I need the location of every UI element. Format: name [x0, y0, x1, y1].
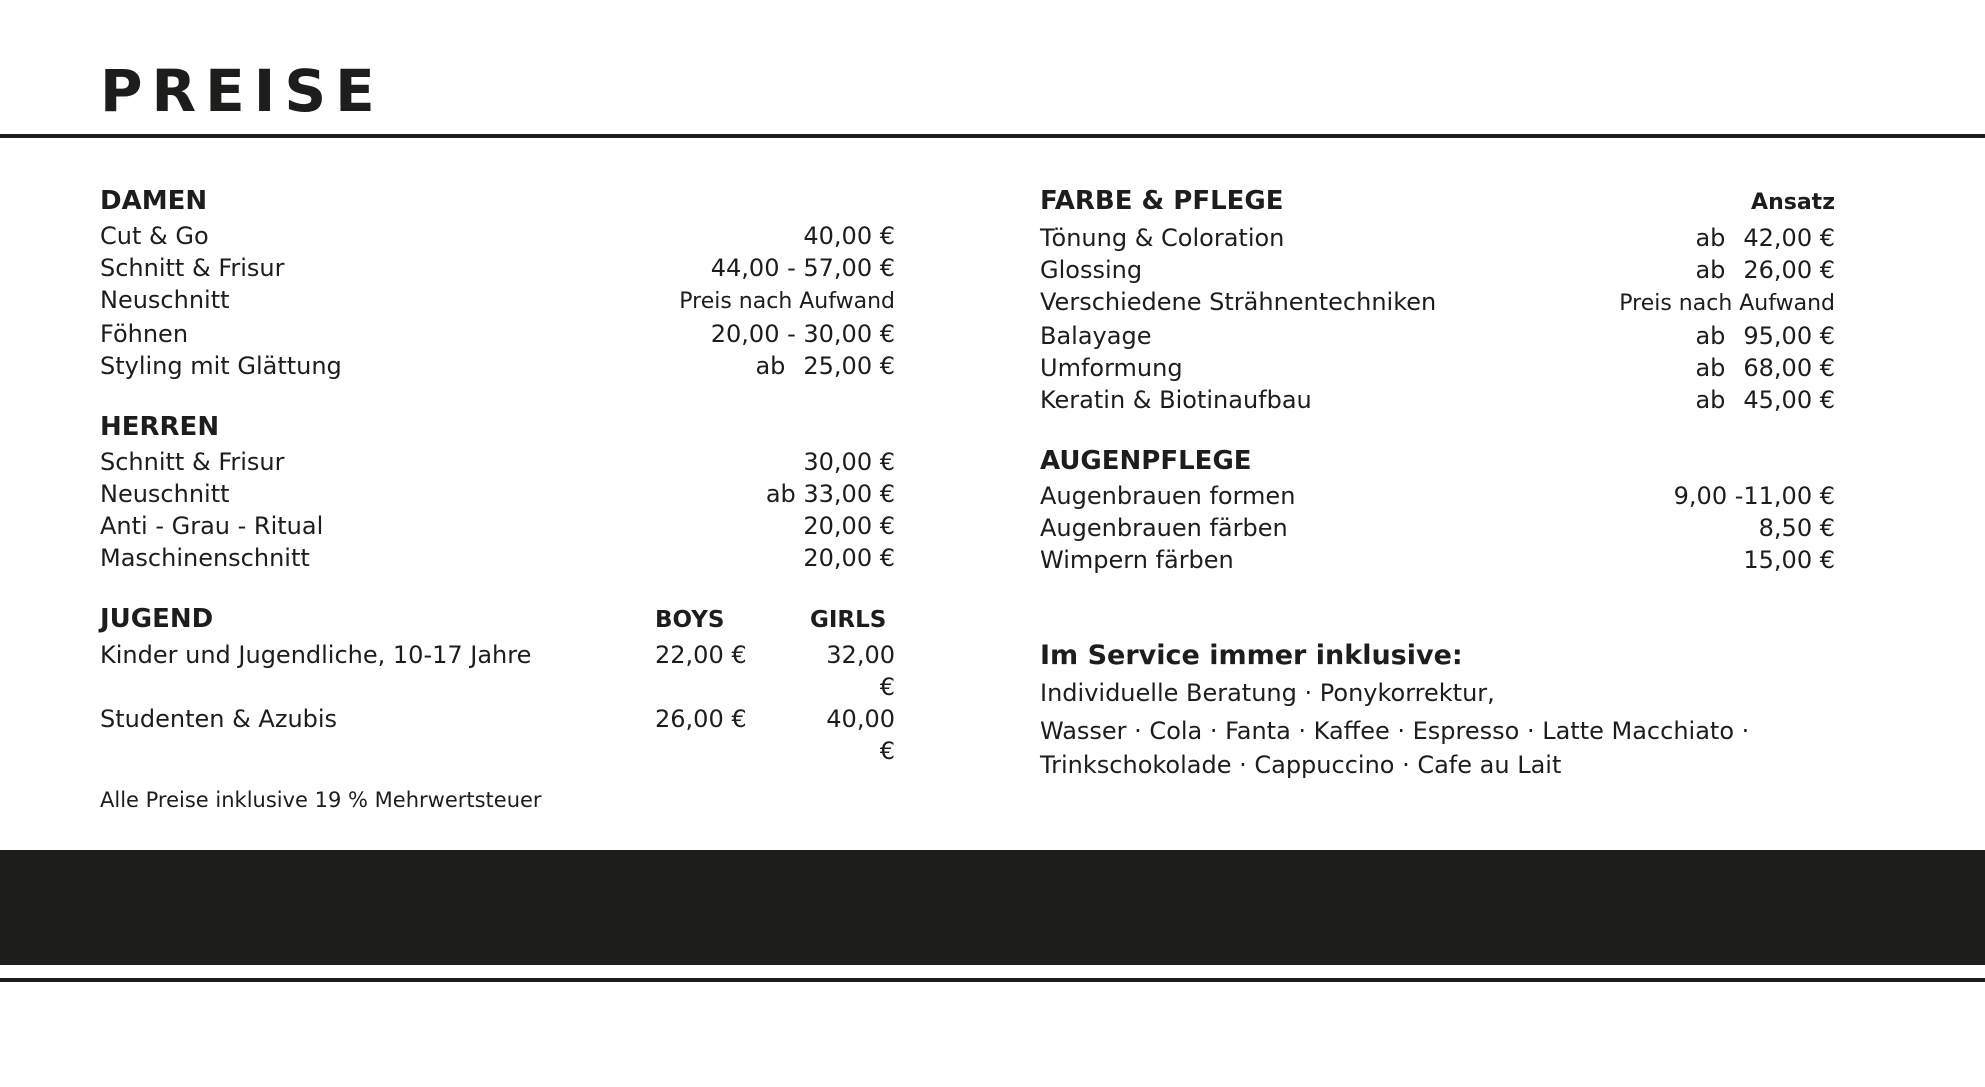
- service-label: Schnitt & Frisur: [100, 254, 285, 282]
- service-line: Trinkschokolade · Cappuccino · Cafe au Lait: [1040, 751, 1562, 779]
- price-row: [100, 478, 895, 510]
- price-prefix: ab: [1695, 386, 1726, 414]
- service-label: Wimpern färben: [1040, 546, 1234, 574]
- price-row: [100, 446, 895, 478]
- price-value: 20,00 €: [803, 544, 895, 572]
- service-label: Neuschnitt: [100, 480, 230, 508]
- service-label: Verschiedene Strähnentechniken: [1040, 288, 1437, 316]
- price-value: 25,00 €: [803, 352, 895, 380]
- price-value: 8,50 €: [1758, 514, 1835, 542]
- right-column: [1040, 182, 1835, 782]
- price-value: 44,00 - 57,00 €: [710, 254, 895, 282]
- section-farbe-pflege: [1040, 182, 1835, 416]
- price-value: 26,00 €: [1743, 256, 1835, 284]
- price-row: [100, 284, 895, 318]
- price-girls: 40,00 €: [826, 705, 895, 765]
- price-row: [100, 350, 895, 382]
- price-value: 9,00 -11,00 €: [1673, 482, 1835, 510]
- section-heading: HERREN: [100, 412, 220, 442]
- price-row: [1040, 512, 1835, 544]
- service-label: Styling mit Glättung: [100, 352, 342, 380]
- service-label: Balayage: [1040, 322, 1152, 350]
- service-label: Glossing: [1040, 256, 1143, 284]
- section-jugend: [100, 600, 895, 767]
- column-header-ansatz: Ansatz: [1751, 190, 1835, 215]
- vat-footnote: Alle Preise inklusive 19 % Mehrwertsteuer: [100, 788, 542, 812]
- section-heading: JUGEND: [100, 604, 214, 634]
- section-damen: [100, 182, 895, 382]
- price-row: [1040, 480, 1835, 512]
- footer-band: [0, 850, 1985, 965]
- price-value: 20,00 - 30,00 €: [710, 320, 895, 348]
- service-title: Im Service immer inklusive:: [1040, 640, 1463, 671]
- left-column: [100, 182, 895, 793]
- service-label: Keratin & Biotinaufbau: [1040, 386, 1312, 414]
- service-label: Umformung: [1040, 354, 1183, 382]
- page-title: PREISE: [100, 57, 384, 125]
- section-heading: FARBE & PFLEGE: [1040, 186, 1284, 216]
- price-row: [1040, 286, 1835, 320]
- service-label: Cut & Go: [100, 222, 209, 250]
- service-label: Augenbrauen formen: [1040, 482, 1296, 510]
- price-row: [1040, 254, 1835, 286]
- section-heading: AUGENPFLEGE: [1040, 446, 1252, 476]
- service-label: Studenten & Azubis: [100, 705, 338, 733]
- price-value: 30,00 €: [803, 448, 895, 476]
- price-prefix: ab: [1695, 256, 1726, 284]
- price-value: 40,00 €: [803, 222, 895, 250]
- service-label: Föhnen: [100, 320, 189, 348]
- price-boys: 22,00 €: [655, 641, 747, 669]
- service-label: Tönung & Coloration: [1040, 224, 1285, 252]
- price-value: ab 33,00 €: [765, 480, 895, 508]
- price-boys: 26,00 €: [655, 705, 747, 733]
- section-heading: DAMEN: [100, 186, 208, 216]
- section-herren: [100, 408, 895, 574]
- price-row: [1040, 544, 1835, 576]
- price-row: [100, 639, 895, 703]
- column-header-boys: BOYS: [655, 607, 725, 633]
- price-value: 95,00 €: [1743, 322, 1835, 350]
- price-row: [1040, 352, 1835, 384]
- service-label: Anti - Grau - Ritual: [100, 512, 324, 540]
- price-row: [100, 703, 895, 767]
- price-value: Preis nach Aufwand: [1619, 291, 1835, 316]
- service-line: Wasser · Cola · Fanta · Kaffee · Espresso · Latte Macchiato ·: [1040, 717, 1750, 745]
- bottom-divider: [0, 978, 1985, 982]
- price-row: [100, 252, 895, 284]
- price-row: [1040, 222, 1835, 254]
- price-row: [100, 318, 895, 350]
- service-label: Augenbrauen färben: [1040, 514, 1288, 542]
- service-label: Kinder und Jugendliche, 10-17 Jahre: [100, 641, 532, 669]
- price-prefix: ab: [1695, 224, 1726, 252]
- price-value: 15,00 €: [1743, 546, 1835, 574]
- service-inclusive: [1040, 636, 1835, 782]
- price-value: 45,00 €: [1743, 386, 1835, 414]
- service-line: Individuelle Beratung · Ponykorrektur,: [1040, 679, 1495, 707]
- price-row: [100, 220, 895, 252]
- price-girls: 32,00 €: [826, 641, 895, 701]
- price-value: 20,00 €: [803, 512, 895, 540]
- price-value: 68,00 €: [1743, 354, 1835, 382]
- price-value: 42,00 €: [1743, 224, 1835, 252]
- price-row: [1040, 384, 1835, 416]
- service-label: Maschinenschnitt: [100, 544, 310, 572]
- column-header-girls: GIRLS: [810, 607, 887, 633]
- price-value: Preis nach Aufwand: [679, 289, 895, 314]
- price-prefix: ab: [1695, 354, 1726, 382]
- service-label: Schnitt & Frisur: [100, 448, 285, 476]
- section-augenpflege: [1040, 442, 1835, 576]
- price-prefix: ab: [1695, 322, 1726, 350]
- price-row: [100, 510, 895, 542]
- price-row: [1040, 320, 1835, 352]
- price-prefix: ab: [755, 352, 786, 380]
- top-divider: [0, 134, 1985, 138]
- service-label: Neuschnitt: [100, 286, 230, 314]
- price-row: [100, 542, 895, 574]
